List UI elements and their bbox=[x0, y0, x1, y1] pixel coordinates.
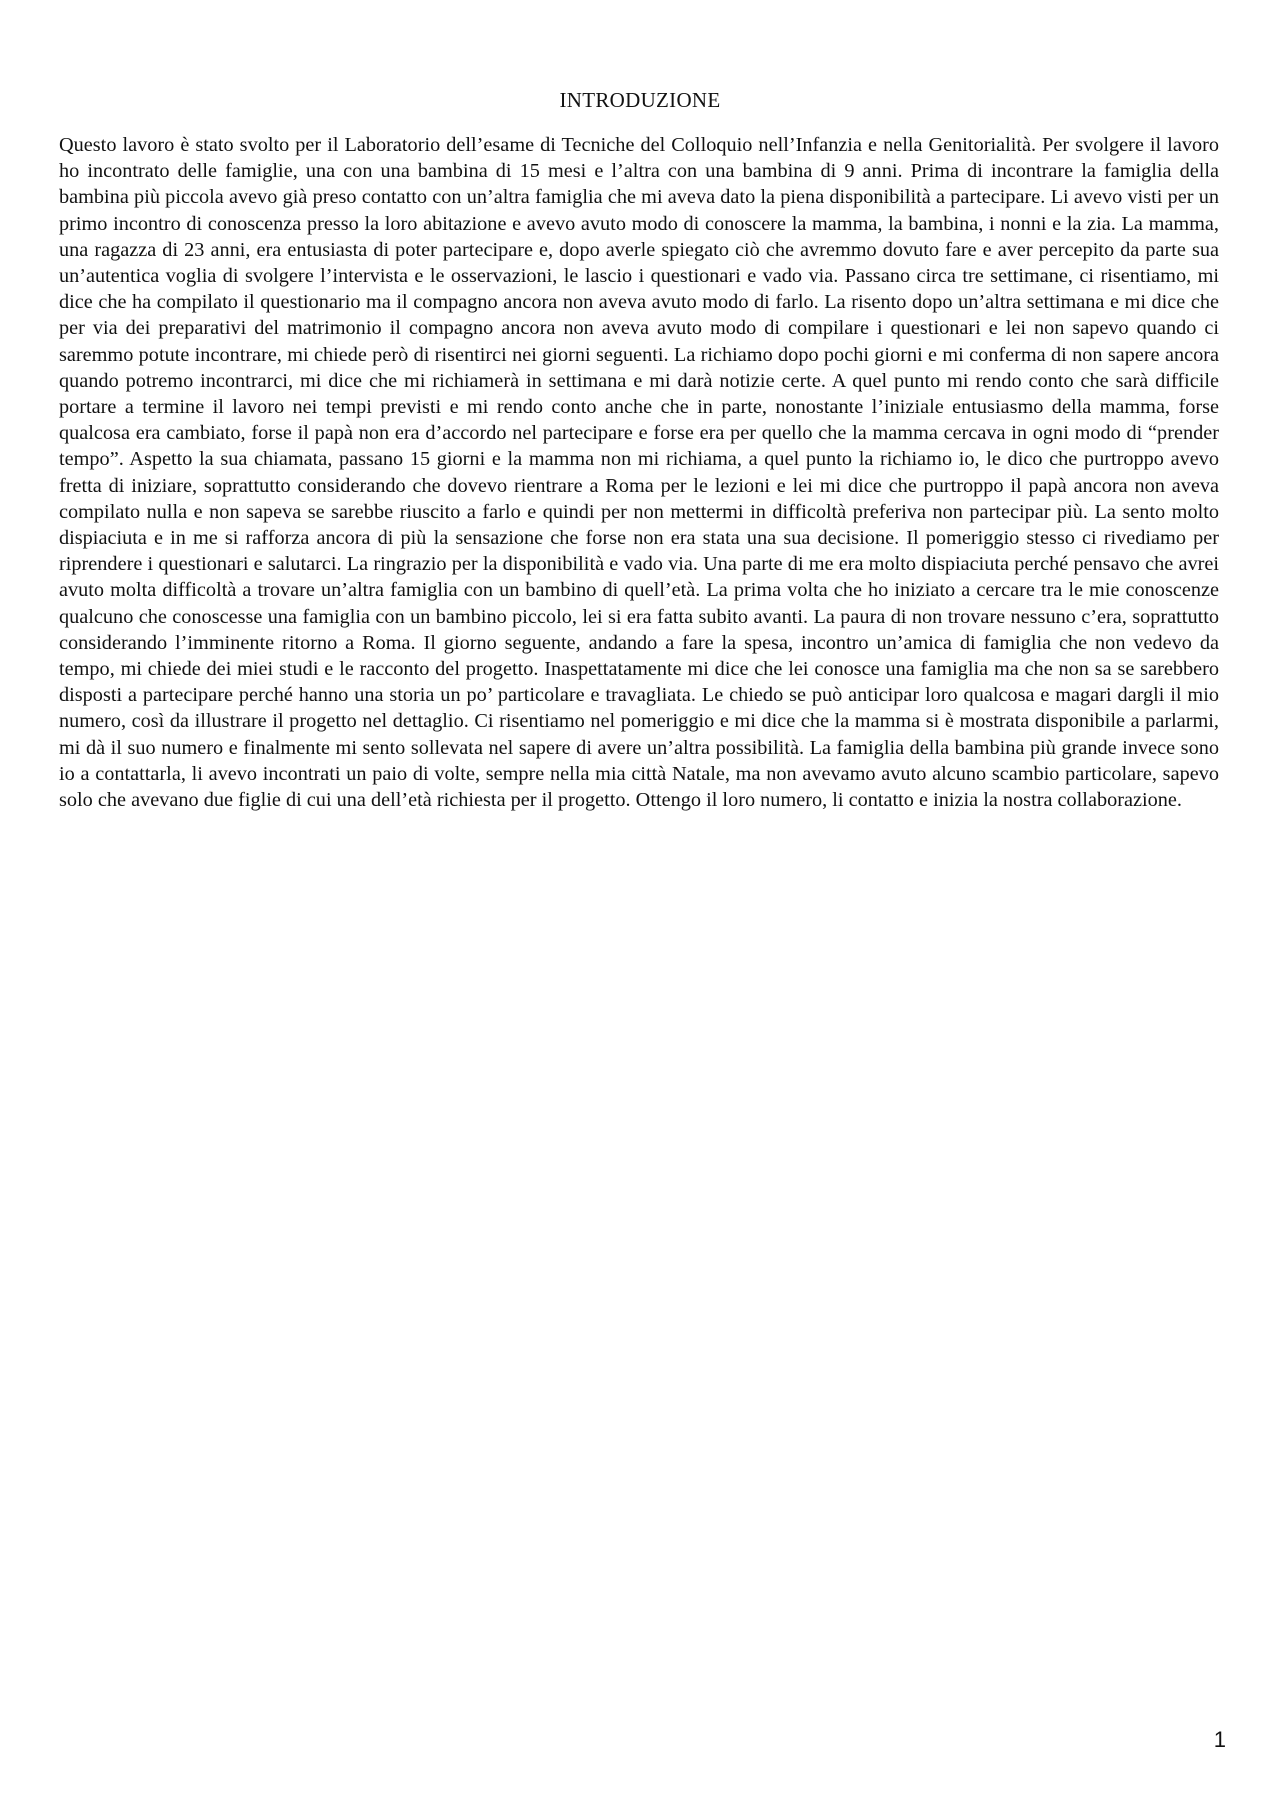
page-number: 1 bbox=[1213, 1727, 1226, 1752]
introduction-paragraph: Questo lavoro è stato svolto per il Laboratorio dell’esame di Tecniche del Colloquio nell’Infanzia e nella Genitorialità. Per svolgere il lavoro ho incontrato delle famiglie, una con una bambina di 15 mesi e l’altra con una bambina di 9 anni. Prima di incontrare la famiglia della bambina più piccola avevo già preso contatto con un’altra famiglia che mi aveva dato la piena disponibilità a partecipare. Li avevo visti per un primo incontro di conoscenza presso la loro abitazione e avevo avuto modo di conoscere la mamma, la bambina, i nonni e la zia. La mamma, una ragazza di 23 anni, era entusiasta di poter partecipare e, dopo averle spiegato ciò che avremmo dovuto fare e aver percepito da parte sua un’autentica voglia di svolgere l’intervista e le osservazioni, le lascio i questionari e vado via. Passano circa tre settimane, ci risentiamo, mi dice che ha compilato il questionario ma il compagno ancora non aveva avuto modo di farlo. La risento dopo un’altra settimana e mi dice che per via dei preparativi del matrimonio il compagno ancora non aveva avuto modo di compilare i questionari e lei non sapevo quando ci saremmo potute incontrare, mi chiede però di risentirci nei giorni seguenti. La richiamo dopo pochi giorni e mi conferma di non sapere ancora quando potremo incontrarci, mi dice che mi richiamerà in settimana e mi darà notizie certe. A quel punto mi rendo conto che sarà difficile portare a termine il lavoro nei tempi previsti e mi rendo conto anche che in parte, nonostante l’iniziale entusiasmo della mamma, forse qualcosa era cambiato, forse il papà non era d’accordo nel partecipare e forse era per quello che la mamma cercava in ogni modo di “prender tempo”. Aspetto la sua chiamata, passano 15 giorni e la mamma non mi richiama, a quel punto la richiamo io, le dico che purtroppo avevo fretta di iniziare, soprattutto considerando che dovevo rientrare a Roma per le lezioni e lei mi dice che purtroppo il papà ancora non aveva compilato nulla e non sapeva se sarebbe riuscito a farlo e quindi per non mettermi in difficoltà preferiva non partecipar più. La sento molto dispiaciuta e in me si rafforza ancora di più la sensazione che forse non era stata una sua decisione. Il pomeriggio stesso ci rivediamo per riprendere i questionari e salutarci. La ringrazio per la disponibilità e vado via. Una parte di me era molto dispiaciuta perché pensavo che avrei avuto molta difficoltà a trovare un’altra famiglia con un bambino di quell’età. La prima volta che ho iniziato a cercare tra le mie conoscenze qualcuno che conoscesse una famiglia con un bambino piccolo, lei si era fatta subito avanti. La paura di non trovare nessuno c’era, soprattutto considerando l’imminente ritorno a Roma. Il giorno seguente, andando a fare la spesa, incontro un’amica di famiglia che non vedevo da tempo, mi chiede dei miei studi e le racconto del progetto. Inaspettatamente mi dice che lei conosce una famiglia ma che non sa se sarebbero disposti a partecipare perché hanno una storia un po’ particolare e travagliata. Le chiedo se può anticipar loro qualcosa e magari dargli il mio numero, così da illustrare il progetto nel dettaglio. Ci risentiamo nel pomeriggio e mi dice che la mamma si è mostrata disponibile a parlarmi, mi dà il suo numero e finalmente mi sento sollevata nel sapere di avere un’altra possibilità. La famiglia della bambina più grande invece sono io a contattarla, li avevo incontrati un paio di volte, sempre nella mia città Natale, ma non avevamo avuto alcuno scambio particolare, sapevo solo che avevano due figlie di cui una dell’età richiesta per il progetto. Ottengo il loro numero, li contatto e inizia la nostra collaborazione. bbox=[59, 134, 1219, 812]
page-title: INTRODUZIONE bbox=[559, 88, 721, 112]
